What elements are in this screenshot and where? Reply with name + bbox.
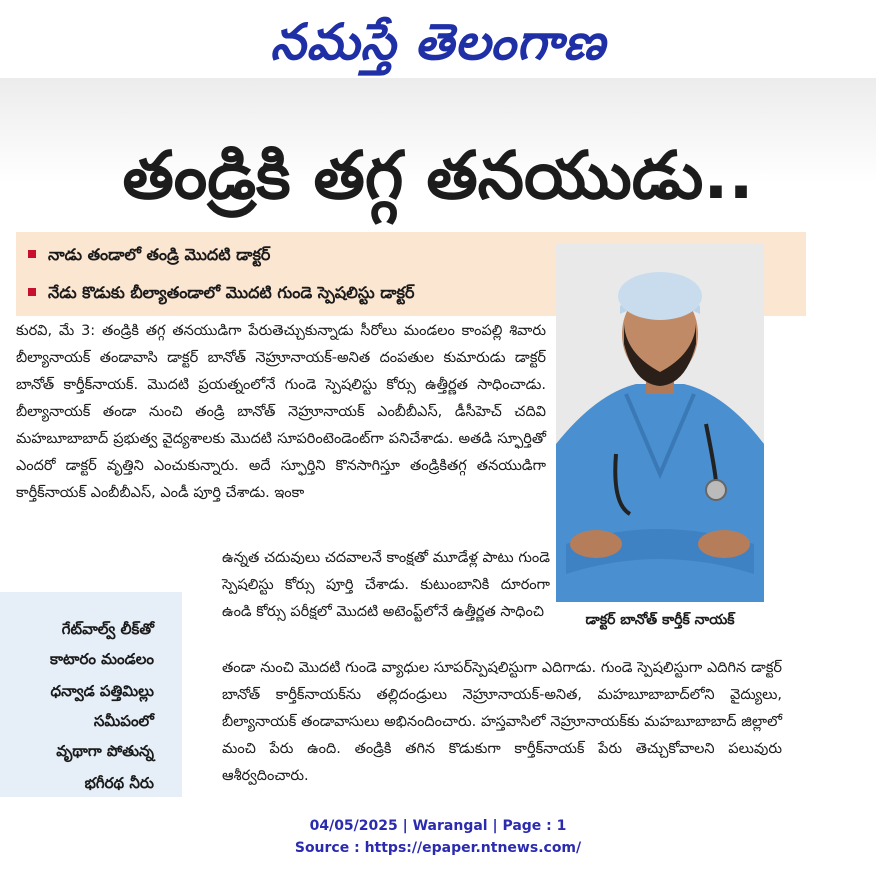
side-teaser-line: కాటారం మండలం [50, 650, 154, 668]
bullet-text: నాడు తండాలో తండ్రి మొదటి డాక్టర్ [48, 245, 271, 264]
doctor-portrait-icon [556, 244, 764, 602]
footer-source: Source : https://epaper.ntnews.com/ [294, 840, 582, 856]
article-paragraph: తండా నుంచి మొదటి గుండె వ్యాధుల సూపర్‌స్పెషలిస్టుగా ఎదిగాడు. గుండె స్పెషలిస్టుగా ఎదిగిన డాక్టర్ బానోత్ కార్తీక్‌నాయక్‌ను తల్లిదండ్రులు నెహ్రూనాయక్-అనిత, మహబూబాబాద్‌లోని వైద్యులు, బీల్యానాయక్ తండావాసులు అభినందించారు. హస్తవాసిలో నెహ్రూనాయక్‌కు మహబూబాబాద్ జిల్లాలో మంచి పేరు ఉంది. తండ్రికి తగిన కొడుకుగా కార్తీక్‌నాయక్ పేరు తెచ్చుకోవాలని పలువురు ఆశీర్వదించారు. [222, 660, 782, 784]
photo-caption: డాక్టర్ బానోత్ కార్తీక్ నాయక్ [585, 612, 735, 628]
bullet-text: నేడు కొడుకు బీల్యాతండాలో మొదటి గుండె స్పెషలిస్టు డాక్టర్ [48, 283, 415, 302]
side-teaser-line: ధన్వాడ పత్తిమిల్లు [50, 682, 154, 700]
bullet-item [28, 240, 270, 270]
bullet-square-icon [28, 288, 36, 296]
article-paragraph: కురవి, మే 3: తండ్రికి తగ్గ తనయుడిగా పేరుతెచ్చుకున్నాడు సీరోలు మండలం కాంపల్లి శివారు బీల్యానాయక్ తండావాసి డాక్టర్ బానోత్ నెహ్రూనాయక్-అనిత దంపతుల కుమారుడు డాక్టర్ బానోత్ కార్తీక్‌నాయక్. మొదటి ప్రయత్నంలోనే గుండె స్పెషలిస్టు కోర్సు ఉత్తీర్ణత సాధించాడు. బీల్యానాయక్ తండా నుంచి తండ్రి బానోత్ నెహ్రూనాయక్ ఎంబీబీఎస్, డీసీహెచ్ చదివి మహబూబాబాద్ ప్రభుత్వ వైద్యశాలకు మొదటి సూపరింటెండెంట్‌గా పనిచేశాడు. అతడి స్ఫూర్తితో ఎందరో డాక్టర్ వృత్తిని ఎంచుకున్నారు. అదే స్ఫూర్తిని కొనసాగిస్తూ తండ్రికితగ్గ తనయుడిగా కార్తీక్‌నాయక్ ఎంబీబీఎస్, ఎండీ పూర్తి చేశాడు. ఇంకా [16, 323, 546, 501]
article-paragraph: ఉన్నత చదువులు చదవాలనే కాంక్షతో మూడేళ్ల పాటు గుండె స్పెషలిస్టు కోర్సు పూర్తి చేశాడు. కుటుంబానికి దూరంగా ఉండి కోర్సు పరీక్షలో మొదటి అటెంప్ట్‌లోనే ఉత్తీర్ణత సాధించి [222, 550, 550, 620]
side-teaser-line: భగీరథ నీరు [84, 774, 154, 792]
side-teaser-line: గేట్‌వాల్వ్ లీక్‌తో [61, 620, 154, 638]
bullet-square-icon [28, 250, 36, 258]
side-teaser-line: వృథాగా పోతున్న [56, 742, 154, 760]
masthead-title: నమస్తే తెలంగాణ [270, 13, 606, 71]
footer-edition: 04/05/2025 | Warangal | Page : 1 [309, 818, 567, 834]
side-teaser-line: సమీపంలో [93, 712, 154, 730]
side-teaser [0, 592, 182, 797]
article-headline: తండ్రికి తగ్గ తనయుడు.. [122, 137, 754, 214]
doctor-photo [556, 244, 764, 602]
bullet-item [28, 278, 415, 308]
